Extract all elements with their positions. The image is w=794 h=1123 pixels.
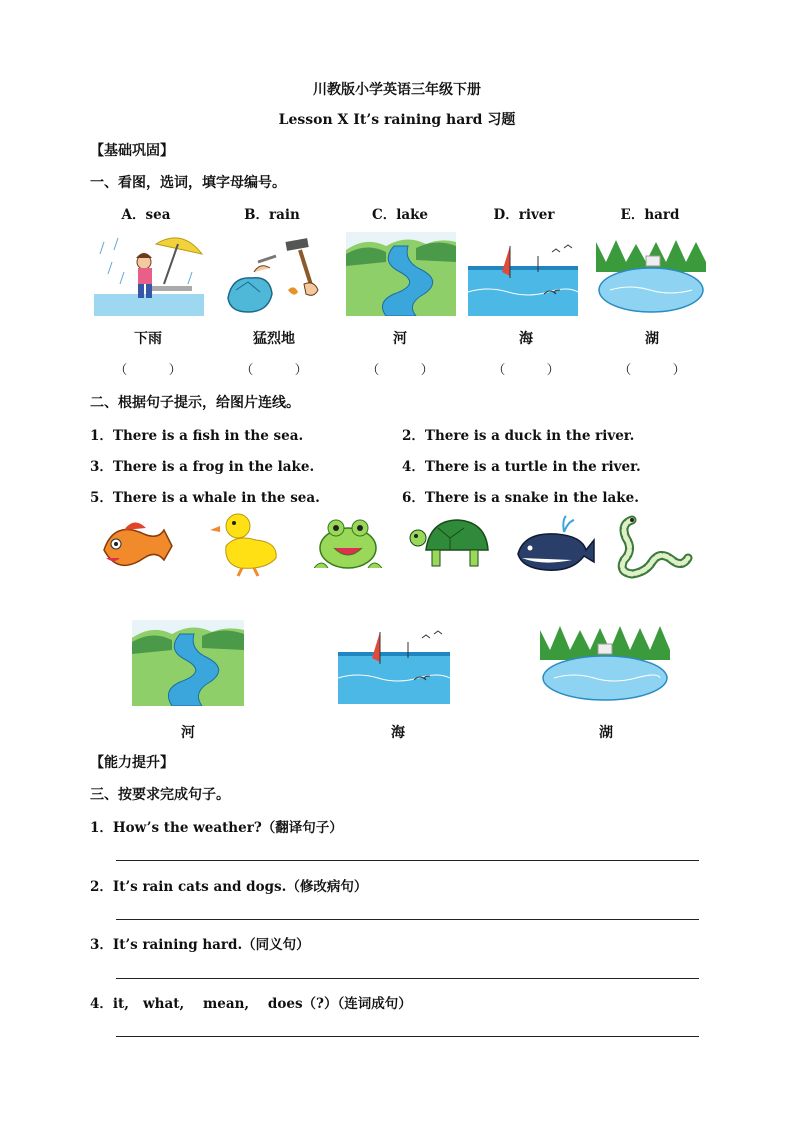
- answer-line-1[interactable]: [116, 860, 699, 861]
- answer-line-3[interactable]: [116, 978, 699, 979]
- sentence-4: 4．There is a turtle in the river.: [402, 459, 641, 475]
- snake-picture[interactable]: [612, 510, 696, 582]
- chinese-lake: 湖: [645, 331, 659, 347]
- duck-picture[interactable]: [206, 508, 290, 580]
- option-d: D．river: [493, 207, 555, 223]
- whale-picture[interactable]: [512, 510, 596, 582]
- answer-blank-1[interactable]: （ ）: [114, 363, 182, 378]
- q3-item-3: 3．It’s raining hard.（同义句）: [90, 937, 310, 953]
- answer-line-2[interactable]: [116, 919, 699, 920]
- answer-blank-4[interactable]: （ ）: [492, 363, 560, 378]
- page-subtitle: Lesson X It’s raining hard 习题: [278, 112, 516, 128]
- sea-picture: [468, 232, 578, 316]
- scene-lake[interactable]: [540, 618, 652, 704]
- turtle-picture[interactable]: [408, 508, 492, 580]
- sentence-5: 5．There is a whale in the sea.: [90, 490, 320, 506]
- option-a: A．sea: [121, 207, 171, 223]
- frog-picture[interactable]: [306, 510, 390, 582]
- chinese-river: 河: [393, 331, 407, 347]
- page-title: 川教版小学英语三年级下册: [313, 82, 481, 98]
- answer-blank-2[interactable]: （ ）: [240, 363, 308, 378]
- lake-picture: [596, 232, 706, 316]
- chinese-hard: 猛烈地: [253, 331, 295, 347]
- scene-label-sea: 海: [391, 725, 405, 741]
- rain-girl-picture: [94, 232, 204, 316]
- q2-heading: 二、根据句子提示，给图片连线。: [90, 395, 300, 411]
- scene-sea[interactable]: [338, 618, 450, 704]
- section-advanced-label: 【能力提升】: [90, 755, 174, 771]
- scene-label-lake: 湖: [599, 725, 613, 741]
- fish-picture[interactable]: [94, 510, 178, 582]
- scene-river[interactable]: [132, 620, 244, 706]
- q3-heading: 三、按要求完成句子。: [90, 787, 230, 803]
- q1-heading: 一、看图，选词，填字母编号。: [90, 175, 286, 191]
- chinese-sea: 海: [519, 331, 533, 347]
- answer-blank-3[interactable]: （ ）: [366, 363, 434, 378]
- sentence-3: 3．There is a frog in the lake.: [90, 459, 315, 475]
- river-picture: [346, 232, 456, 316]
- q3-item-4: 4．it, what, mean, does（?）（连词成句）: [90, 996, 412, 1012]
- q3-item-1: 1．How’s the weather?（翻译句子）: [90, 820, 343, 836]
- sentence-6: 6．There is a snake in the lake.: [402, 490, 639, 506]
- sentence-2: 2．There is a duck in the river.: [402, 428, 635, 444]
- scene-label-river: 河: [181, 725, 195, 741]
- sentence-1: 1．There is a fish in the sea.: [90, 428, 304, 444]
- option-c: C．lake: [371, 207, 429, 223]
- hammer-rock-picture: [218, 232, 328, 316]
- answer-blank-5[interactable]: （ ）: [618, 363, 686, 378]
- section-basic-label: 【基础巩固】: [90, 143, 174, 159]
- chinese-rain: 下雨: [134, 331, 162, 347]
- answer-line-4[interactable]: [116, 1036, 699, 1037]
- q3-item-2: 2．It’s rain cats and dogs.（修改病句）: [90, 879, 368, 895]
- option-e: E．hard: [620, 207, 680, 223]
- option-b: B．rain: [244, 207, 300, 223]
